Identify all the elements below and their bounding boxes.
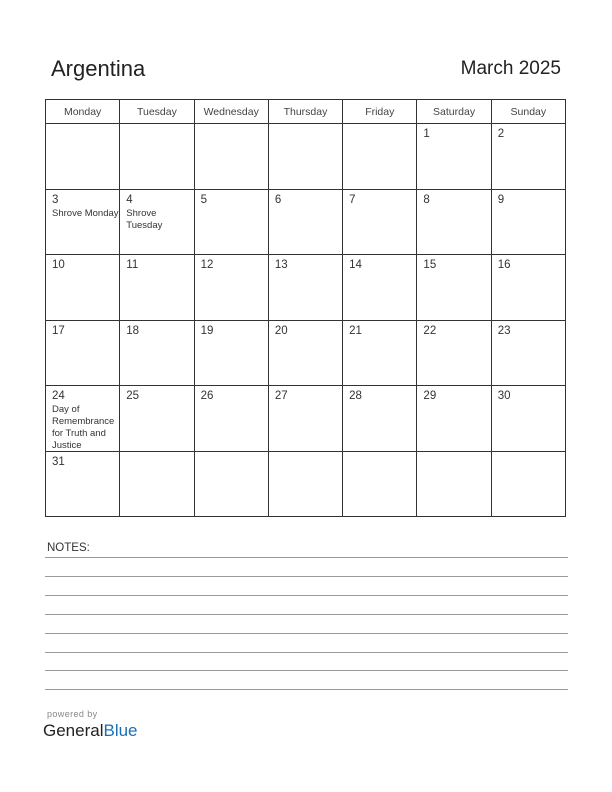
day-cell: [269, 386, 343, 452]
day-number: 25: [126, 390, 140, 402]
day-cell: [120, 452, 194, 518]
weekday-header: Monday: [46, 100, 120, 124]
day-number: 10: [52, 259, 65, 271]
note-line: [45, 595, 568, 596]
day-cell: [120, 190, 194, 256]
day-number: 19: [200, 324, 214, 337]
day-number: 27: [274, 390, 288, 402]
weekday-header: Saturday: [417, 100, 491, 124]
day-number: 13: [274, 259, 288, 271]
day-number: 30: [497, 390, 511, 402]
day-number: 2: [497, 128, 505, 140]
note-line: [45, 576, 568, 577]
day-cell: [269, 321, 343, 387]
weekday-header: Sunday: [492, 100, 566, 124]
day-number: 9: [497, 193, 505, 206]
note-line: [45, 557, 568, 558]
day-cell: [120, 255, 194, 321]
day-cell: [46, 124, 120, 190]
note-line: [45, 670, 568, 671]
day-number: 12: [200, 259, 214, 271]
day-cell: [492, 124, 566, 190]
month-year-title: March 2025: [460, 58, 561, 79]
day-cell: [417, 255, 491, 321]
day-cell: [492, 386, 566, 452]
day-cell: [195, 386, 269, 452]
day-number: 3: [52, 193, 59, 206]
notes-label: NOTES:: [47, 542, 90, 554]
day-cell: [120, 386, 194, 452]
day-cell: [195, 255, 269, 321]
weekday-header: Thursday: [269, 100, 343, 124]
day-cell: [417, 452, 491, 518]
day-cell: [492, 321, 566, 387]
day-number: 21: [349, 324, 362, 337]
day-number: 15: [423, 259, 437, 271]
country-title: Argentina: [51, 56, 146, 81]
holiday-label: Day of Remembrance for Truth and Justice: [52, 404, 115, 451]
note-line: [45, 689, 568, 690]
day-cell: [269, 124, 343, 190]
day-cell: [120, 321, 194, 387]
holiday-label: Shrove Tuesday: [126, 207, 163, 231]
day-cell: [195, 452, 269, 518]
weekday-header: Wednesday: [195, 100, 269, 124]
day-number: 31: [52, 455, 65, 468]
day-cell: [269, 190, 343, 256]
day-number: 1: [423, 128, 430, 140]
day-cell: [195, 190, 269, 256]
day-number: 29: [423, 390, 437, 402]
calendar-grid: [45, 99, 566, 517]
day-number: 28: [349, 390, 362, 402]
day-cell: [417, 190, 491, 256]
brand-blue: Blue: [103, 721, 138, 740]
day-number: 7: [349, 193, 356, 206]
powered-by-text: powered by: [47, 709, 98, 719]
day-cell: [492, 190, 566, 256]
day-cell: [46, 190, 120, 256]
day-cell: [269, 255, 343, 321]
day-cell: [343, 124, 417, 190]
day-number: 8: [423, 193, 430, 206]
day-cell: [195, 124, 269, 190]
day-cell: [195, 321, 269, 387]
weekday-header: Friday: [343, 100, 417, 124]
day-cell: [417, 386, 491, 452]
day-number: 26: [200, 390, 214, 402]
note-line: [45, 614, 568, 615]
day-cell: [417, 321, 491, 387]
day-cell: [343, 321, 417, 387]
day-cell: [492, 255, 566, 321]
day-cell: [46, 321, 120, 387]
day-number: 6: [274, 193, 282, 206]
day-number: 20: [274, 324, 288, 337]
weekday-header: Tuesday: [120, 100, 194, 124]
holiday-label: Shrove Monday: [52, 207, 119, 219]
day-cell: [343, 452, 417, 518]
day-cell: [46, 386, 120, 452]
day-cell: [492, 452, 566, 518]
note-line: [45, 652, 568, 653]
day-number: 17: [52, 324, 65, 337]
day-number: 24: [52, 390, 65, 402]
day-number: 11: [126, 259, 139, 271]
day-number: 5: [200, 193, 207, 206]
day-number: 22: [423, 324, 437, 337]
day-number: 18: [126, 324, 140, 337]
day-cell: [343, 255, 417, 321]
day-number: 16: [497, 259, 511, 271]
day-cell: [120, 124, 194, 190]
day-cell: [343, 190, 417, 256]
note-line: [45, 633, 568, 634]
brand-logo: [43, 721, 138, 741]
day-cell: [417, 124, 491, 190]
brand-general: General: [43, 721, 104, 740]
day-number: 4: [126, 193, 133, 206]
day-cell: [343, 386, 417, 452]
day-number: 23: [497, 324, 511, 337]
day-cell: [46, 255, 120, 321]
day-cell: [46, 452, 120, 518]
day-number: 14: [349, 259, 362, 271]
day-cell: [269, 452, 343, 518]
